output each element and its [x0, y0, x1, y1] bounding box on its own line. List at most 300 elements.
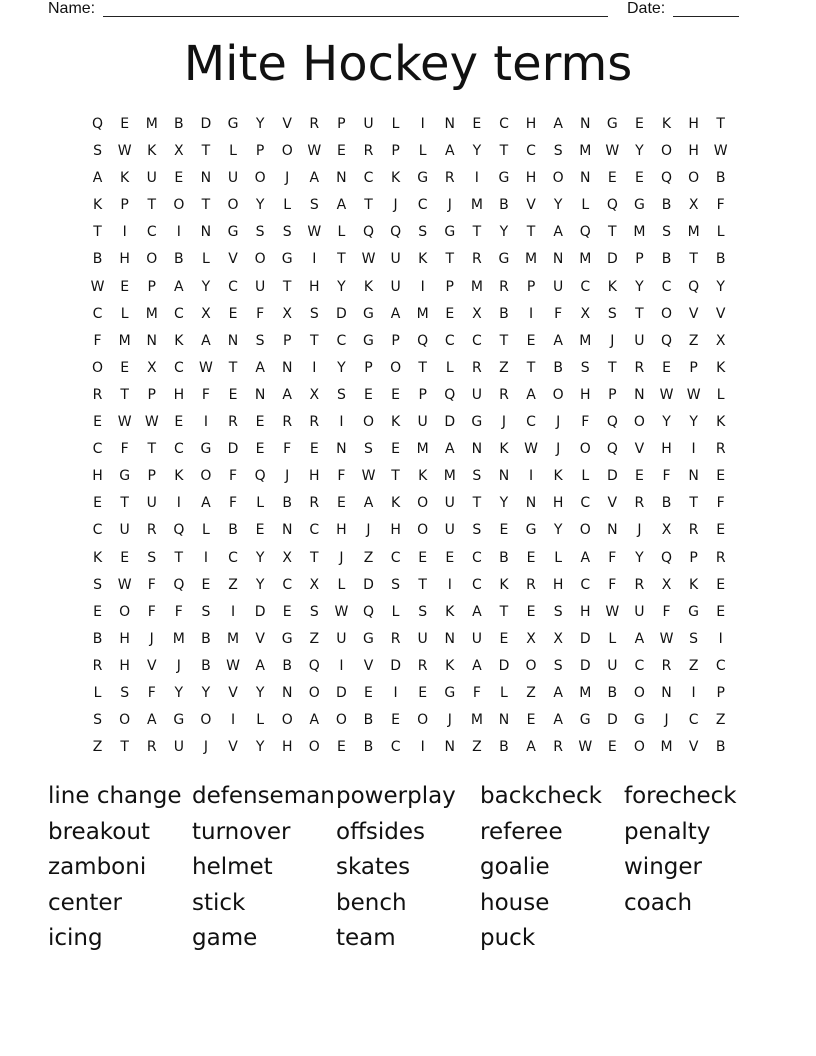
grid-letter: U: [444, 522, 455, 539]
grid-letter: T: [445, 251, 455, 268]
grid-letter: C: [173, 441, 184, 458]
grid-letter: R: [228, 414, 238, 431]
grid-letter: I: [203, 549, 208, 566]
word-list-item: defenseman: [192, 783, 335, 809]
grid-letter: E: [634, 116, 644, 132]
grid-letter: L: [581, 468, 590, 485]
grid-letter: O: [119, 603, 131, 620]
grid-letter: E: [716, 576, 726, 593]
grid-letter: O: [227, 197, 239, 214]
grid-letter: R: [309, 116, 320, 132]
grid-letter: R: [499, 386, 509, 403]
grid-letter: K: [445, 657, 455, 674]
grid-letter: C: [282, 576, 293, 593]
grid-letter: C: [471, 332, 482, 349]
grid-row: [84, 710, 734, 737]
grid-letter: X: [715, 332, 726, 349]
grid-letter: X: [553, 630, 563, 647]
grid-letter: T: [716, 116, 725, 132]
grid-letter: M: [687, 224, 700, 241]
grid-letter: B: [174, 251, 184, 268]
grid-letter: P: [689, 549, 698, 566]
grid-letter: B: [607, 684, 618, 701]
grid-letter: S: [255, 224, 265, 241]
grid-letter: A: [309, 170, 320, 187]
grid-letter: Y: [337, 359, 346, 376]
grid-letter: T: [228, 359, 238, 376]
grid-letter: K: [607, 278, 617, 295]
grid-letter: X: [282, 549, 292, 566]
grid-letter: C: [688, 712, 699, 729]
grid-letter: U: [553, 278, 564, 295]
grid-letter: Q: [606, 197, 618, 214]
grid-letter: D: [363, 576, 374, 593]
grid-letter: V: [688, 739, 699, 756]
grid-letter: G: [444, 684, 456, 701]
grid-letter: X: [661, 522, 672, 539]
grid-letter: P: [147, 468, 156, 485]
grid-letter: T: [418, 359, 427, 376]
grid-letter: B: [363, 712, 374, 729]
grid-letter: C: [444, 332, 455, 349]
grid-letter: T: [689, 495, 698, 512]
grid-letter: H: [336, 522, 347, 539]
grid-letter: E: [526, 603, 536, 620]
grid-letter: F: [120, 441, 129, 458]
grid-letter: S: [309, 305, 319, 322]
grid-letter: I: [691, 441, 696, 458]
grid-letter: R: [309, 495, 320, 512]
grid-letter: D: [498, 657, 510, 674]
word-list-item: house: [480, 889, 550, 916]
grid-letter: S: [201, 603, 211, 620]
grid-letter: S: [418, 224, 428, 241]
grid-letter: X: [174, 143, 184, 160]
grid-letter: U: [471, 630, 482, 647]
word-list-item: backcheck: [480, 783, 602, 809]
grid-letter: L: [716, 386, 725, 403]
grid-letter: S: [418, 603, 428, 620]
grid-letter: U: [363, 116, 374, 132]
grid-letter: V: [607, 495, 618, 512]
word-list-item: line change: [48, 783, 182, 809]
grid-letter: E: [364, 684, 373, 701]
grid-letter: Y: [553, 522, 563, 539]
grid-letter: K: [120, 170, 130, 187]
grid-letter: Y: [499, 495, 509, 512]
grid-letter: N: [281, 522, 293, 539]
grid-letter: I: [230, 603, 236, 620]
grid-letter: P: [635, 251, 644, 268]
grid-letter: N: [146, 332, 157, 349]
grid-letter: C: [580, 278, 591, 295]
grid-row: [84, 358, 734, 385]
grid-letter: O: [390, 359, 402, 376]
grid-letter: O: [308, 684, 320, 701]
word-list-item: helmet: [192, 854, 273, 880]
name-label: Name:: [48, 0, 96, 17]
grid-letter: T: [364, 197, 373, 214]
grid-letter: Z: [228, 576, 238, 593]
grid-letter: Y: [716, 278, 725, 295]
grid-letter: I: [420, 739, 425, 756]
word-search-grid: [84, 114, 734, 764]
grid-letter: N: [634, 386, 645, 403]
grid-letter: P: [147, 386, 156, 403]
grid-letter: L: [337, 224, 346, 241]
grid-letter: T: [282, 278, 292, 295]
grid-letter: U: [607, 657, 618, 674]
grid-letter: G: [606, 116, 618, 132]
grid-letter: M: [443, 468, 456, 485]
grid-letter: O: [552, 386, 564, 403]
grid-letter: N: [525, 495, 537, 512]
grid-letter: Y: [174, 684, 184, 701]
grid-letter: K: [390, 170, 401, 187]
grid-letter: K: [92, 549, 103, 566]
grid-letter: J: [556, 441, 561, 458]
grid-letter: Z: [526, 684, 536, 701]
grid-letter: O: [254, 251, 266, 268]
grid-letter: I: [393, 684, 398, 701]
grid-letter: E: [228, 305, 238, 322]
grid-letter: F: [662, 603, 671, 620]
grid-row: [84, 168, 734, 195]
grid-letter: T: [147, 441, 157, 458]
grid-row: [84, 493, 734, 520]
grid-letter: S: [689, 630, 699, 647]
grid-letter: N: [661, 684, 672, 701]
grid-letter: B: [715, 739, 726, 756]
grid-letter: L: [93, 684, 102, 701]
grid-letter: B: [499, 305, 509, 322]
grid-letter: F: [716, 495, 725, 512]
grid-letter: V: [715, 305, 726, 322]
grid-letter: H: [579, 603, 591, 620]
header: [48, 0, 748, 20]
grid-letter: O: [579, 522, 591, 539]
grid-letter: Z: [309, 630, 320, 647]
grid-letter: X: [526, 630, 536, 647]
grid-letter: O: [579, 441, 591, 458]
grid-letter: W: [144, 414, 159, 431]
grid-letter: C: [92, 305, 103, 322]
grid-letter: N: [579, 170, 591, 187]
grid-letter: I: [528, 468, 534, 485]
grid-letter: N: [281, 684, 293, 701]
grid-letter: B: [363, 739, 374, 756]
grid-letter: O: [173, 197, 185, 214]
grid-letter: F: [337, 468, 346, 485]
grid-letter: A: [174, 278, 184, 295]
grid-letter: B: [661, 251, 672, 268]
grid-letter: B: [715, 170, 726, 187]
grid-letter: E: [607, 170, 617, 187]
grid-letter: O: [525, 657, 537, 674]
grid-letter: R: [417, 657, 428, 674]
grid-letter: K: [174, 332, 184, 349]
grid-letter: M: [633, 224, 646, 241]
date-blank-line: [673, 16, 739, 17]
grid-letter: O: [281, 143, 293, 160]
grid-letter: E: [499, 522, 509, 539]
grid-letter: J: [610, 332, 615, 349]
grid-letter: L: [120, 305, 129, 322]
grid-letter: Y: [255, 197, 265, 214]
grid-letter: W: [90, 278, 105, 295]
grid-letter: E: [174, 170, 184, 187]
word-list-item: stick: [192, 889, 246, 916]
grid-letter: W: [117, 414, 132, 431]
grid-letter: G: [200, 441, 212, 458]
grid-letter: H: [525, 116, 537, 132]
grid-letter: D: [444, 414, 456, 431]
word-list-item: icing: [48, 925, 103, 951]
grid-letter: E: [391, 386, 400, 403]
grid-letter: V: [228, 684, 238, 701]
word-list-item: coach: [624, 889, 693, 916]
grid-letter: X: [201, 305, 211, 322]
grid-letter: O: [661, 143, 673, 160]
grid-letter: C: [526, 143, 536, 160]
grid-letter: S: [553, 603, 563, 620]
grid-letter: I: [230, 712, 236, 729]
grid-letter: G: [579, 712, 591, 729]
grid-letter: A: [92, 170, 103, 187]
grid-letter: U: [444, 495, 455, 512]
grid-letter: R: [553, 739, 563, 756]
grid-letter: Q: [606, 441, 618, 458]
grid-letter: O: [254, 170, 266, 187]
grid-letter: C: [92, 522, 103, 539]
grid-letter: G: [363, 305, 374, 322]
word-list-item: center: [48, 889, 122, 916]
grid-row: [84, 439, 734, 466]
grid-letter: C: [309, 522, 320, 539]
grid-letter: H: [281, 739, 293, 756]
grid-letter: X: [688, 197, 699, 214]
grid-letter: L: [229, 143, 237, 160]
grid-letter: J: [285, 468, 290, 485]
grid-letter: D: [606, 468, 618, 485]
grid-letter: T: [499, 143, 509, 160]
grid-letter: Q: [417, 332, 429, 349]
grid-letter: T: [337, 251, 346, 268]
grid-letter: G: [281, 630, 293, 647]
grid-letter: M: [579, 684, 592, 701]
grid-letter: P: [526, 278, 536, 295]
grid-letter: Y: [635, 278, 644, 295]
grid-letter: J: [556, 414, 561, 431]
grid-letter: C: [471, 576, 482, 593]
grid-letter: K: [390, 495, 401, 512]
grid-letter: S: [147, 549, 157, 566]
grid-letter: L: [283, 197, 292, 214]
grid-letter: R: [282, 414, 293, 431]
grid-letter: Y: [255, 549, 265, 566]
grid-letter: O: [633, 739, 645, 756]
grid-letter: E: [336, 495, 346, 512]
grid-letter: N: [254, 386, 266, 403]
grid-letter: E: [445, 549, 455, 566]
grid-letter: F: [147, 684, 156, 701]
grid-letter: S: [282, 224, 292, 241]
grid-letter: E: [174, 414, 184, 431]
grid-letter: P: [364, 359, 373, 376]
grid-letter: V: [363, 657, 374, 674]
grid-letter: B: [553, 359, 563, 376]
grid-letter: V: [526, 197, 536, 214]
grid-letter: C: [580, 576, 591, 593]
grid-letter: R: [499, 278, 509, 295]
grid-letter: S: [93, 143, 102, 160]
grid-letter: I: [528, 305, 534, 322]
grid-letter: J: [393, 197, 398, 214]
grid-letter: W: [307, 143, 322, 160]
grid-letter: X: [580, 305, 591, 322]
grid-letter: W: [117, 576, 132, 593]
grid-letter: S: [93, 576, 102, 593]
grid-letter: B: [715, 251, 726, 268]
grid-letter: W: [307, 224, 322, 241]
grid-letter: L: [716, 224, 725, 241]
grid-letter: N: [200, 224, 212, 241]
grid-letter: E: [201, 576, 211, 593]
grid-letter: X: [309, 386, 320, 403]
grid-letter: G: [525, 522, 537, 539]
grid-letter: I: [420, 278, 425, 295]
grid-letter: C: [661, 278, 672, 295]
grid-letter: A: [634, 630, 645, 647]
grid-letter: J: [176, 657, 181, 674]
grid-letter: T: [472, 224, 482, 241]
grid-letter: I: [203, 414, 208, 431]
word-list-item: bench: [336, 889, 407, 916]
grid-letter: G: [363, 630, 374, 647]
grid-letter: E: [526, 549, 536, 566]
grid-letter: S: [580, 359, 590, 376]
grid-letter: K: [716, 359, 726, 376]
grid-letter: L: [418, 143, 427, 160]
grid-letter: M: [470, 197, 483, 214]
word-list-item: breakout: [48, 818, 150, 845]
grid-letter: T: [526, 224, 536, 241]
grid-letter: P: [716, 684, 725, 701]
grid-letter: S: [553, 657, 563, 674]
grid-row: [84, 249, 734, 276]
grid-letter: Q: [444, 386, 456, 403]
grid-letter: G: [227, 224, 239, 241]
grid-row: [84, 222, 734, 249]
grid-letter: L: [391, 603, 400, 620]
grid-letter: S: [472, 522, 482, 539]
grid-letter: E: [255, 441, 265, 458]
grid-letter: Q: [579, 224, 591, 241]
grid-letter: N: [607, 522, 618, 539]
grid-letter: D: [336, 684, 347, 701]
grid-row: [84, 683, 734, 710]
grid-letter: B: [499, 197, 509, 214]
grid-letter: M: [172, 630, 185, 647]
grid-letter: W: [713, 143, 728, 160]
grid-letter: W: [686, 386, 701, 403]
grid-letter: H: [92, 468, 103, 485]
grid-letter: L: [391, 116, 400, 132]
grid-letter: G: [281, 251, 293, 268]
grid-letter: B: [661, 495, 672, 512]
grid-letter: M: [226, 630, 240, 647]
grid-letter: K: [716, 414, 726, 431]
grid-letter: N: [200, 170, 212, 187]
grid-letter: O: [200, 468, 212, 485]
grid-letter: K: [661, 116, 672, 132]
name-blank-line: [103, 16, 608, 17]
grid-letter: O: [119, 712, 131, 729]
grid-letter: E: [418, 684, 428, 701]
grid-letter: C: [417, 197, 428, 214]
grid-letter: E: [391, 712, 400, 729]
grid-letter: E: [716, 522, 726, 539]
grid-letter: C: [390, 739, 401, 756]
grid-row: [84, 466, 734, 493]
grid-letter: E: [418, 549, 428, 566]
grid-letter: W: [659, 386, 674, 403]
grid-letter: A: [553, 684, 563, 701]
grid-letter: H: [173, 386, 185, 403]
grid-letter: E: [309, 441, 319, 458]
word-list-item: skates: [336, 854, 411, 880]
grid-letter: A: [553, 224, 563, 241]
grid-letter: F: [228, 468, 238, 485]
grid-letter: K: [174, 468, 184, 485]
grid-letter: T: [391, 468, 400, 485]
grid-letter: T: [499, 603, 509, 620]
grid-letter: F: [554, 305, 563, 322]
grid-letter: F: [147, 603, 156, 620]
grid-letter: D: [579, 630, 591, 647]
grid-letter: C: [336, 332, 347, 349]
grid-letter: J: [501, 414, 507, 431]
grid-letter: T: [174, 549, 184, 566]
grid-letter: H: [688, 143, 699, 160]
grid-letter: A: [472, 657, 482, 674]
grid-letter: R: [444, 170, 455, 187]
grid-letter: F: [174, 603, 183, 620]
grid-letter: E: [255, 414, 265, 431]
grid-letter: Y: [662, 414, 671, 431]
grid-letter: U: [336, 630, 347, 647]
grid-letter: W: [578, 739, 593, 756]
grid-letter: E: [634, 468, 644, 485]
grid-letter: N: [498, 468, 510, 485]
grid-letter: N: [552, 251, 564, 268]
grid-letter: G: [173, 712, 185, 729]
grid-letter: E: [526, 332, 536, 349]
grid-letter: H: [661, 441, 672, 458]
grid-letter: A: [526, 386, 536, 403]
grid-letter: U: [254, 278, 266, 295]
grid-letter: L: [445, 359, 454, 376]
grid-letter: Y: [472, 143, 482, 160]
word-list-item: puck: [480, 925, 536, 951]
grid-letter: H: [119, 630, 130, 647]
grid-letter: T: [120, 495, 129, 512]
grid-letter: K: [553, 468, 563, 485]
grid-letter: R: [471, 251, 482, 268]
grid-letter: X: [146, 359, 157, 376]
grid-letter: G: [119, 468, 131, 485]
grid-letter: K: [390, 414, 401, 431]
